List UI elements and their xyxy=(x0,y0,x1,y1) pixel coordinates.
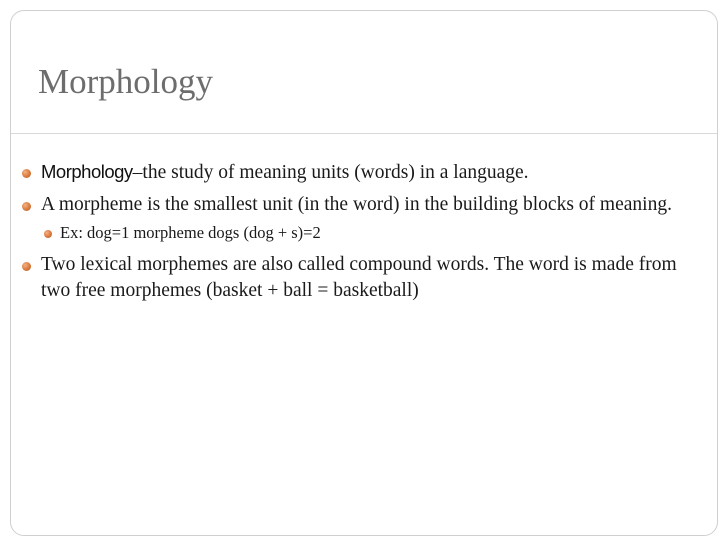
sub-bullet-text: Ex: dog=1 morpheme dogs (dog + s)=2 xyxy=(60,223,321,242)
bullet-text: Two lexical morphemes are also called compound words. The word is made from two free morphemes (basket + ball = basketball) xyxy=(41,254,677,301)
orange-dot-bullet-icon xyxy=(22,169,31,178)
sub-bullet-item xyxy=(11,222,701,244)
orange-dot-bullet-icon xyxy=(44,230,52,238)
title-divider xyxy=(11,133,717,134)
bullet-text: –the study of meaning units (words) in a language. xyxy=(132,162,529,183)
bullet-text: A morpheme is the smallest unit (in the word) in the building blocks of meaning. xyxy=(41,194,672,215)
orange-dot-bullet-icon xyxy=(22,262,31,271)
bullet-item-3 xyxy=(11,252,701,304)
bullet-item-2 xyxy=(11,192,701,218)
slide-frame xyxy=(10,10,718,536)
bullet-list xyxy=(11,159,701,310)
slide-title: Morphology xyxy=(38,62,213,101)
bullet-term: Morphology xyxy=(41,161,133,182)
orange-dot-bullet-icon xyxy=(22,202,31,211)
bullet-item-1 xyxy=(11,159,701,186)
